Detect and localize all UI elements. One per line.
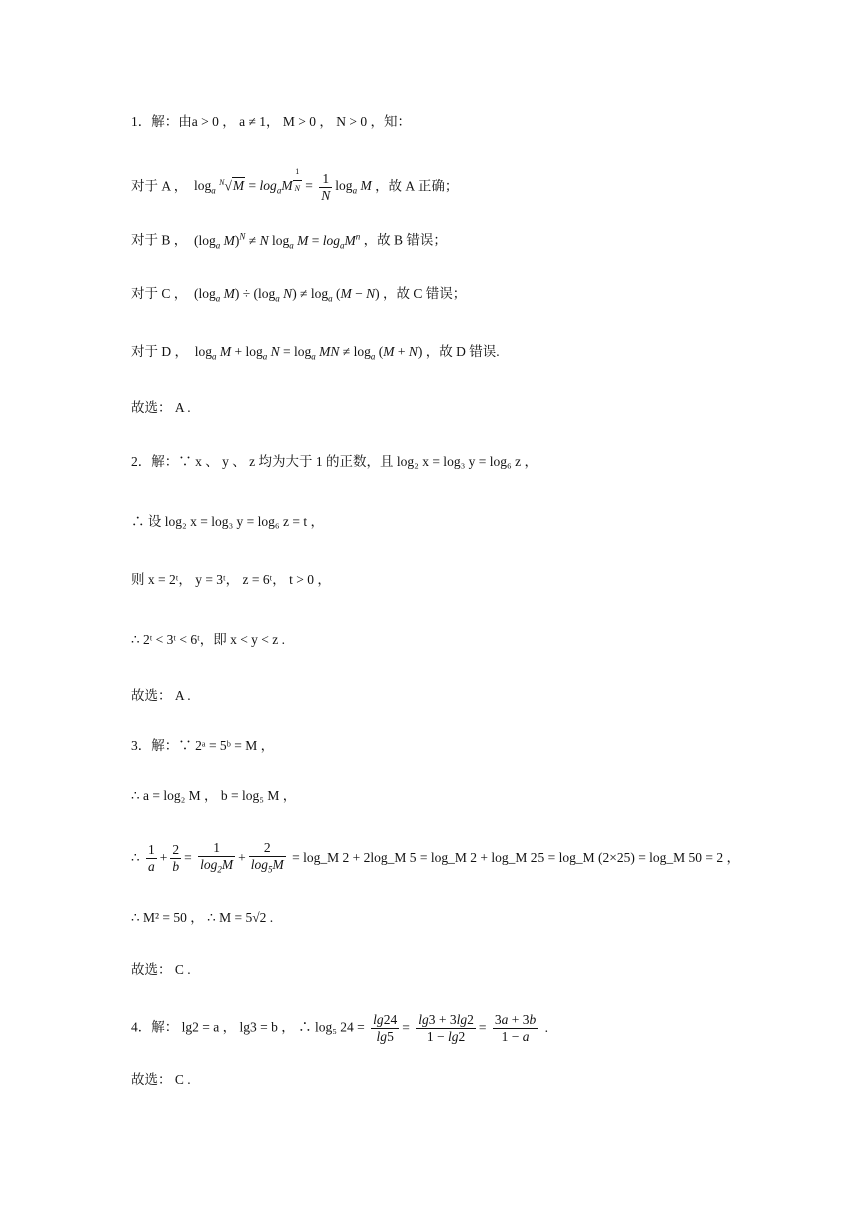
- p1-c-conclusion: ，故 C 错误；: [382, 286, 467, 301]
- p3-log-chain: = log_M 2 + 2log_M 5 = log_M 2 + log_M 25 = log_M (2×25) = log_M 50 = 2 ，: [292, 849, 741, 865]
- p2-line-4: ∴ 2ᵗ < 3ᵗ < 6ᵗ，即 x < y < z .: [131, 632, 286, 647]
- p1-option-b: [131, 226, 447, 255]
- p3-answer: 故选： C .: [131, 962, 191, 977]
- p1-a-label: 对于 A ，: [131, 178, 188, 194]
- p1-option-d: [131, 342, 500, 367]
- p1-intro: 1．解：由a > 0 ， a ≠ 1， M > 0 ， N > 0 ，知：: [131, 114, 411, 129]
- p3-line-2: ∴ a = log₂ M ， b = log₅ M ，: [131, 788, 297, 803]
- p3-line-4: ∴ M² = 50 ， ∴ M = 5√2 .: [131, 910, 274, 925]
- p4-answer: 故选： C .: [131, 1072, 191, 1087]
- p4-given: 4．解： lg2 = a ， lg3 = b ， ∴ log₅ 24 =: [131, 1019, 365, 1035]
- p1-d-formula: $\log_a M + \log_a N = \log_a$ MN ≠ $\log_a (M + N)$: [191, 344, 426, 362]
- p4-fractions: $\frac{\lg 24}{\lg 5}$ = $\frac{\lg 3 + 3\lg 2}{1 - \lg 2}$ = $\frac{3a + 3b}{1 - a}$ .: [373, 1012, 548, 1044]
- p1-b-formula: ($\log_a$ M)$^N$ ≠ N $\log_a M = \log_aM^n$: [190, 231, 361, 251]
- p3-line-3: [131, 840, 740, 878]
- p4-line-1: [131, 1012, 548, 1045]
- p1-b-conclusion: ，故 B 错误；: [363, 232, 447, 248]
- p2-line-3: 则 x = 2ᵗ， y = 3ᵗ， z = 6ᵗ， t > 0 ，: [131, 572, 331, 587]
- p1-d-conclusion: ，故 D 错误.: [425, 344, 500, 359]
- p2-answer: 故选： A .: [131, 688, 191, 703]
- p1-c-formula: ($\log_a$ $M) \div (\log_a$ $N) \ne \log_a (M - N)$: [190, 286, 383, 304]
- p2-line-2: ∴ 设 log₂ x = log₃ y = log₆ z = t ，: [131, 514, 324, 529]
- p1-a-conclusion: ，故 A 正确；: [375, 178, 459, 194]
- p1-answer: 故选： A .: [131, 400, 191, 415]
- p1-a-formula: $\log_a ^N√M = \log_aM$ $^{\frac{1}{N}}$ = $\frac{1}{N}$ $\log_a M$: [190, 167, 372, 203]
- p1-option-c: [131, 284, 466, 309]
- p1-option-a: [131, 164, 458, 204]
- p2-line-1: 2．解：∵ x 、 y 、 z 均为大于 1 的正数，且 log₂ x = log₃ y = log₆ z ，: [131, 454, 538, 469]
- p3-line-1: 3．解：∵ 2ᵃ = 5ᵇ = M ，: [131, 738, 275, 753]
- p1-c-label: 对于 C ，: [131, 286, 188, 301]
- p1-b-label: 对于 B ，: [131, 232, 188, 248]
- p1-d-label: 对于 D ，: [131, 344, 188, 359]
- p3-fraction-part: ∴ $\frac{1}{a}$ + $\frac{2}{b}$ = $\frac{1}{\log_2M}$ + $\frac{2}{\log_5M}$: [131, 850, 292, 865]
